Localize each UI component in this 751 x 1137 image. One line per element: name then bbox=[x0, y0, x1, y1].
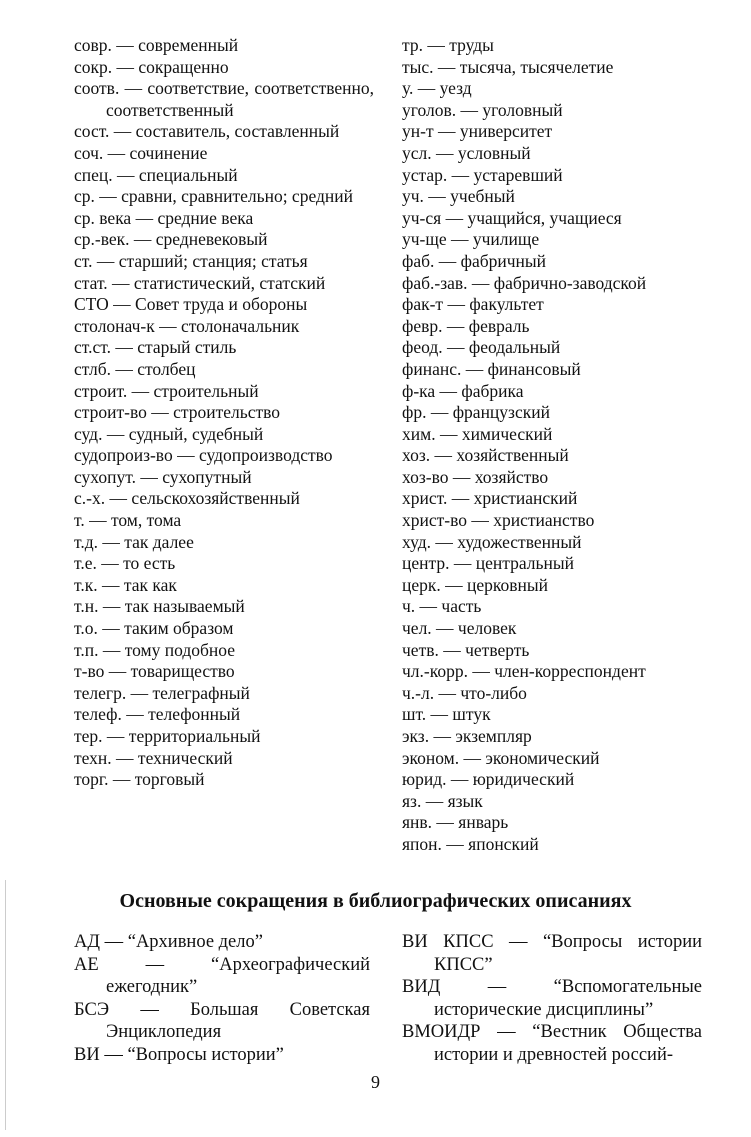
list-item: уч-ся — учащийся, учащиеся bbox=[402, 207, 622, 228]
list-item: фр. — французский bbox=[402, 402, 550, 423]
list-item: февр. — февраль bbox=[402, 315, 530, 336]
list-item: уголов. — уголовный bbox=[402, 99, 563, 120]
list-item: т.е. — то есть bbox=[74, 553, 176, 574]
abbreviations-left-column bbox=[74, 35, 374, 791]
list-item: телегр. — телеграфный bbox=[74, 682, 250, 703]
list-item: уч-ще — училище bbox=[402, 229, 540, 250]
scan-edge-line bbox=[5, 880, 6, 1130]
list-item: у. — уезд bbox=[402, 78, 472, 99]
list-item: сост. — составитель, составленный bbox=[74, 121, 340, 142]
list-item: уч. — учебный bbox=[402, 186, 515, 207]
list-item: ф-ка — фабрика bbox=[402, 380, 524, 401]
list-item: АД — “Архивное дело” bbox=[74, 932, 263, 952]
list-item: хим. — химический bbox=[402, 423, 553, 444]
list-item: чел. — человек bbox=[402, 618, 517, 639]
list-item: столонач-к — столоначальник bbox=[74, 315, 300, 336]
list-item: церк. — церковный bbox=[402, 574, 549, 595]
list-item: фаб.-зав. — фабрично-заводской bbox=[402, 272, 647, 293]
list-item: ст. — старший; станция; статья bbox=[74, 250, 308, 271]
bibliographic-right-column bbox=[402, 931, 702, 1067]
list-item: яз. — язык bbox=[402, 790, 483, 811]
list-item: хоз. — хозяйственный bbox=[402, 445, 569, 466]
list-item: техн. — технический bbox=[74, 747, 233, 768]
list-item: соч. — сочинение bbox=[74, 142, 208, 163]
list-item: с.-х. — сельскохозяйственный bbox=[74, 488, 300, 509]
list-item: феод. — феодальный bbox=[402, 337, 561, 358]
list-item: АЕ — “Археографический ежегодник” bbox=[74, 954, 370, 998]
list-item: шт. — штук bbox=[402, 704, 491, 725]
list-item: фаб. — фабричный bbox=[402, 250, 547, 271]
list-item: т.д. — так далее bbox=[74, 531, 194, 552]
list-item: тр. — труды bbox=[402, 35, 494, 55]
list-item: ВМОИДР — “Вестник Общества истории и древностей россий- bbox=[402, 1022, 702, 1065]
list-item: янв. — январь bbox=[402, 812, 509, 833]
list-item: ВИ — “Вопросы истории” bbox=[74, 1044, 284, 1065]
list-item: ср. — сравни, сравнительно; средний bbox=[74, 186, 353, 207]
list-item: спец. — специальный bbox=[74, 164, 238, 185]
list-item: торг. — торговый bbox=[74, 769, 205, 790]
list-item: стлб. — столбец bbox=[74, 358, 196, 379]
list-item: т.к. — так как bbox=[74, 574, 177, 595]
list-item: ун-т — университет bbox=[402, 121, 553, 142]
section-title: Основные сокращения в библиографических описаниях bbox=[119, 890, 632, 912]
list-item: т. — том, тома bbox=[74, 510, 182, 531]
bibliographic-left-column bbox=[74, 931, 370, 1067]
list-item: стат. — статистический, статский bbox=[74, 272, 326, 293]
list-item: япон. — японский bbox=[402, 833, 539, 854]
list-item: центр. — центральный bbox=[402, 553, 574, 574]
list-item: чл.-корр. — член-корреспондент bbox=[402, 661, 646, 682]
list-item: т.п. — тому подобное bbox=[74, 639, 235, 660]
list-item: ВИД — “Вспомогательные исторические дисциплины” bbox=[402, 977, 702, 1020]
list-item: т.н. — так называемый bbox=[74, 596, 245, 617]
list-item: ст.ст. — старый стиль bbox=[74, 337, 237, 358]
list-item: усл. — условный bbox=[402, 142, 531, 163]
page-number: 9 bbox=[371, 1072, 380, 1092]
list-item: хоз-во — хозяйство bbox=[402, 466, 549, 487]
list-item: т-во — товарищество bbox=[74, 661, 235, 682]
list-item: тыс. — тысяча, тысячелетие bbox=[402, 56, 614, 77]
list-item: телеф. — телефонный bbox=[74, 704, 241, 725]
list-item: христ. — христианский bbox=[402, 488, 578, 509]
list-item: строит-во — строительство bbox=[74, 402, 281, 423]
list-item: юрид. — юридический bbox=[402, 769, 575, 790]
list-item: ВИ КПСС — “Вопросы истории КПСС” bbox=[402, 932, 702, 975]
list-item: СТО — Совет труда и обороны bbox=[74, 294, 308, 315]
list-item: сухопут. — сухопутный bbox=[74, 466, 252, 487]
list-item: БСЭ — Большая Советская Энциклопедия bbox=[74, 999, 370, 1043]
list-item: суд. — судный, судебный bbox=[74, 423, 264, 444]
list-item: эконом. — экономический bbox=[402, 747, 600, 768]
list-item: четв. — четверть bbox=[402, 639, 530, 660]
list-item: совр. — современный bbox=[74, 35, 239, 55]
list-item: ср.-век. — средневековый bbox=[74, 229, 268, 250]
list-item: устар. — устаревший bbox=[402, 164, 563, 185]
list-item: судопроиз-во — судопроизводство bbox=[74, 445, 333, 466]
list-item: худ. — художественный bbox=[402, 531, 582, 552]
list-item: тер. — территориальный bbox=[74, 726, 261, 746]
list-item: т.о. — таким образом bbox=[74, 618, 234, 639]
list-item: сокр. — сокращенно bbox=[74, 56, 229, 77]
list-item: ч.-л. — что-либо bbox=[402, 682, 527, 703]
abbreviations-right-column bbox=[402, 35, 702, 856]
list-item: ч. — часть bbox=[402, 596, 482, 617]
list-item: экз. — экземпляр bbox=[402, 726, 532, 746]
list-item: фак-т — факультет bbox=[402, 294, 544, 315]
list-item: соотв. — соответствие, соответственно, соответственный bbox=[74, 78, 374, 120]
list-item: ср. века — средние века bbox=[74, 207, 254, 228]
list-item: строит. — строительный bbox=[74, 380, 259, 401]
list-item: христ-во — христианство bbox=[402, 510, 595, 531]
list-item: финанс. — финансовый bbox=[402, 358, 581, 379]
